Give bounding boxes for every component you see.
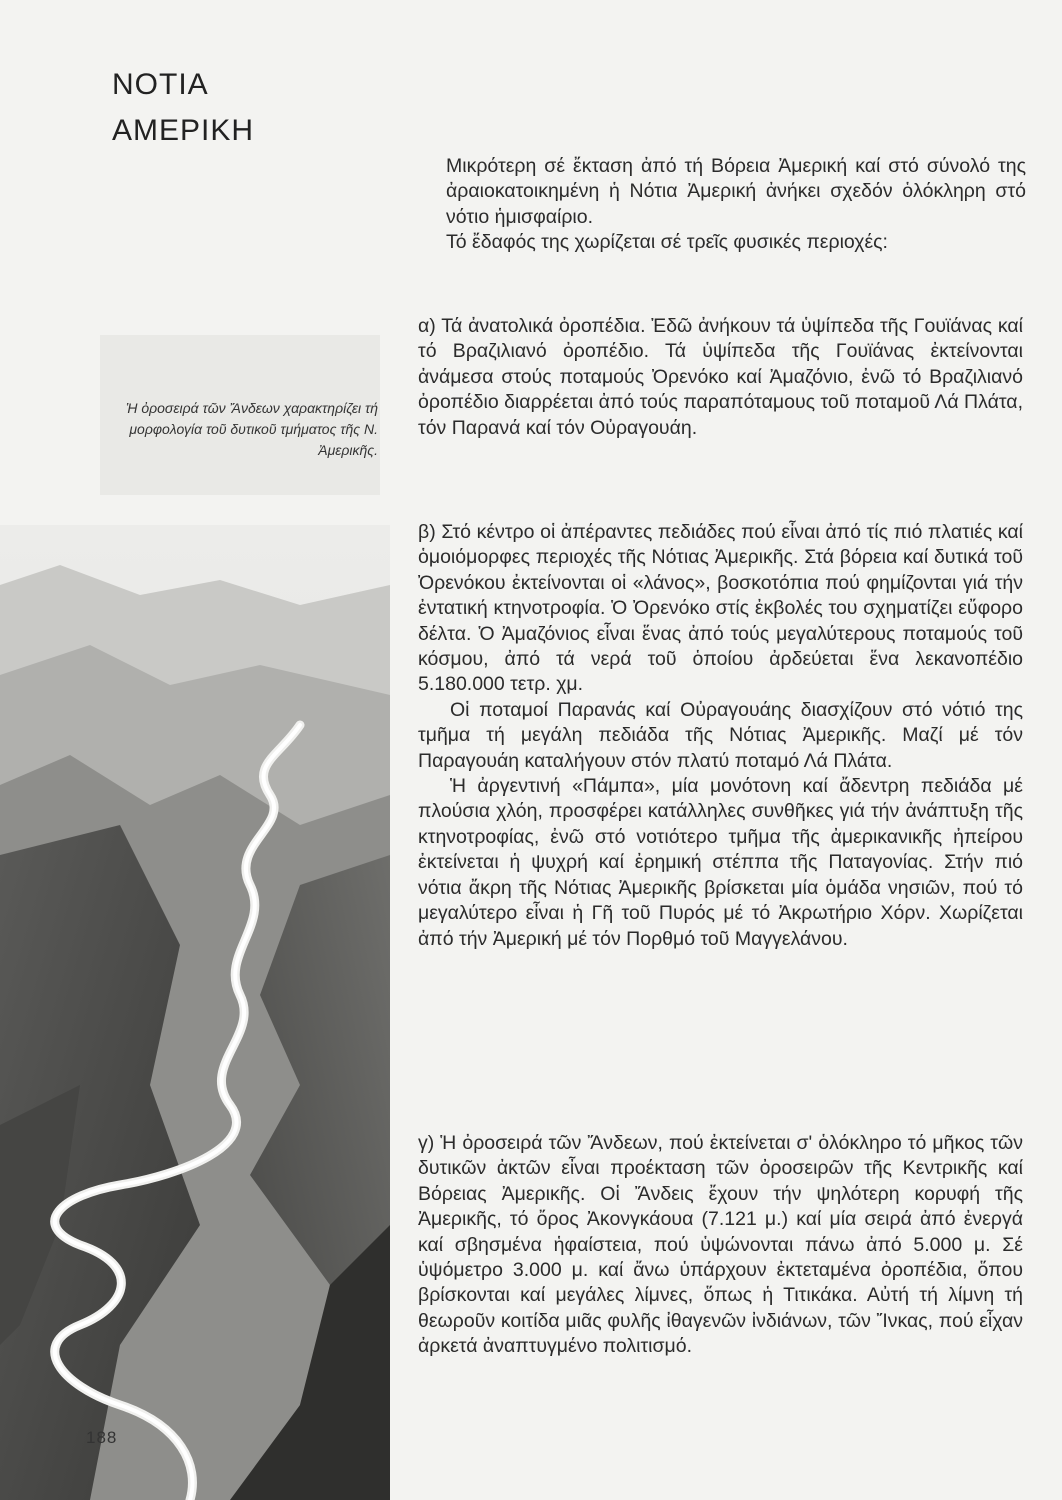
section-c bbox=[418, 1131, 1023, 1360]
intro-paragraph: Μικρότερη σέ ἔκταση ἀπό τή Βόρεια Ἀμερική καί στό σύνολό της ἀραιοκατοικημένη ἡ Νότια Ἀμερική ἀνήκει σχεδόν ὁλόκληρη στό νότιο ἡμισφαίριο. bbox=[446, 155, 1026, 228]
section-a bbox=[418, 314, 1023, 441]
chapter-title bbox=[112, 62, 254, 154]
page-number: 188 bbox=[86, 1428, 118, 1447]
chapter-title-line1: ΝΟΤΙΑ bbox=[112, 68, 209, 101]
intro-text bbox=[446, 154, 1026, 256]
section-b bbox=[418, 520, 1023, 952]
section-b-paragraph-1: β) Στό κέντρο οἱ ἀπέραντες πεδιάδες πού εἶναι ἀπό τίς πιό πλατιές καί ὁμοιόμορφες περιοχές τῆς Νότιας Ἀμερικῆς. Στά βόρεια καί δυτικά τοῦ Ὀρενόκου ἐκτείνονται οἱ «λάνος», βοσκοτόπια πού φημίζονται γιά τήν ἐντατική κτηνοτροφία. Ὁ Ὀρενόκο στίς ἐκβολές του σχηματίζει εὔφορο δέλτα. Ὁ Ἀμαζόνιος εἶναι ἕνας ἀπό τούς μεγαλύτερους ποταμούς τοῦ κόσμου, ἀπό τά νερά τοῦ ὁποίου ἀρδεύεται ἕνα λεκανοπέδιο 5.180.000 τετρ. χμ. bbox=[418, 521, 1023, 696]
chapter-title-line2: ΑΜΕΡΙΚΗ bbox=[112, 114, 255, 147]
andes-river-valley-photo bbox=[0, 525, 390, 1500]
photo-caption: Ἡ ὀροσειρά τῶν Ἄνδεων χαρακτηρίζει τή μορφολογία τοῦ δυτικοῦ τμήματος τῆς Ν. Ἀμερικῆς. bbox=[125, 400, 378, 458]
section-c-paragraph: γ) Ἡ ὀροσειρά τῶν Ἄνδεων, πού ἐκτείνεται σ' ὁλόκληρο τό μῆκος τῶν δυτικῶν ἀκτῶν εἶναι προέκταση τῶν ὀροσειρῶν τῆς Κεντρικῆς καί Βόρειας Ἀμερικῆς. Οἱ Ἄνδεις ἔχουν τήν ψηλότερη κορυφή τῆς Ἀμερικῆς, τό ὄρος Ἀκονγκάουα (7.121 μ.) καί μία σειρά ἀπό ἐνεργά καί σβησμένα ἡφαίστεια, πού ὑψώνονται πάνω ἀπό 5.000 μ. Σέ ὑψόμετρο 3.000 μ. καί ἄνω ὑπάρχουν ἐκτεταμένα ὀροπέδια, ὅπου βρίσκονται καί μεγάλες λίμνες, ὅπως ἡ Τιτικάκα. Αὐτή τή λίμνη τή θεωροῦν κοιτίδα μιᾶς φυλῆς ἰθαγενῶν ἰνδιάνων, τῶν Ἴνκας, πού εἶχαν ἀρκετά ἀναπτυγμένο πολιτισμό. bbox=[418, 1132, 1023, 1358]
section-a-paragraph: α) Τά ἀνατολικά ὀροπέδια. Ἐδῶ ἀνήκουν τά ὑψίπεδα τῆς Γουϊάνας καί τό Βραζιλιανό ὀροπέδιο. Τά ὑψίπεδα τῆς Γουϊάνας ἐκτείνονται ἀνάμεσα στούς ποταμούς Ὀρενόκο καί Ἀμαζόνιο, ἐνῶ τό Βραζιλιανό ὀροπέδιο διαρρέεται ἀπό τούς παραπόταμους τοῦ ποταμοῦ Λά Πλάτα, τόν Παρανά καί τόν Οὐραγουάη. bbox=[418, 315, 1023, 439]
section-b-paragraph-3: Ἡ ἀργεντινή «Πάμπα», μία μονότονη καί ἄδεντρη πεδιάδα μέ πλούσια χλόη, προσφέρει κατάλληλες συνθῆκες γιά τήν ἀνάπτυξη τῆς κτηνοτροφίας, ἐνῶ στό νοτιότερο τμῆμα τῆς ἀμερικανικῆς ἠπείρου ἐκτείνεται ἡ ψυχρή καί ἐρημική στέππα τῆς Παταγονίας. Στήν πιό νότια ἄκρη τῆς Νότιας Ἀμερικῆς βρίσκεται μία ὁμάδα νησιῶν, πού τό μεγαλύτερο εἶναι ἡ Γῆ τοῦ Πυρός μέ τό Ἀκρωτήριο Χόρν. Χωρίζεται ἀπό τήν Ἀμερική μέ τόν Πορθμό τοῦ Μαγγελάνου. bbox=[418, 775, 1023, 950]
intro-regions-sentence: Τό ἔδαφός της χωρίζεται σέ τρεῖς φυσικές περιοχές: bbox=[446, 231, 888, 254]
section-b-paragraph-2: Οἱ ποταμοί Παρανάς καί Οὐραγουάης διασχίζουν στό νότιό της τμῆμα τή μεγάλη πεδιάδα τῆς Νότιας Ἀμερικῆς. Μαζί μέ τόν Παραγουάη καταλήγουν στόν πλατύ ποταμό Λά Πλάτα. bbox=[418, 698, 1023, 772]
